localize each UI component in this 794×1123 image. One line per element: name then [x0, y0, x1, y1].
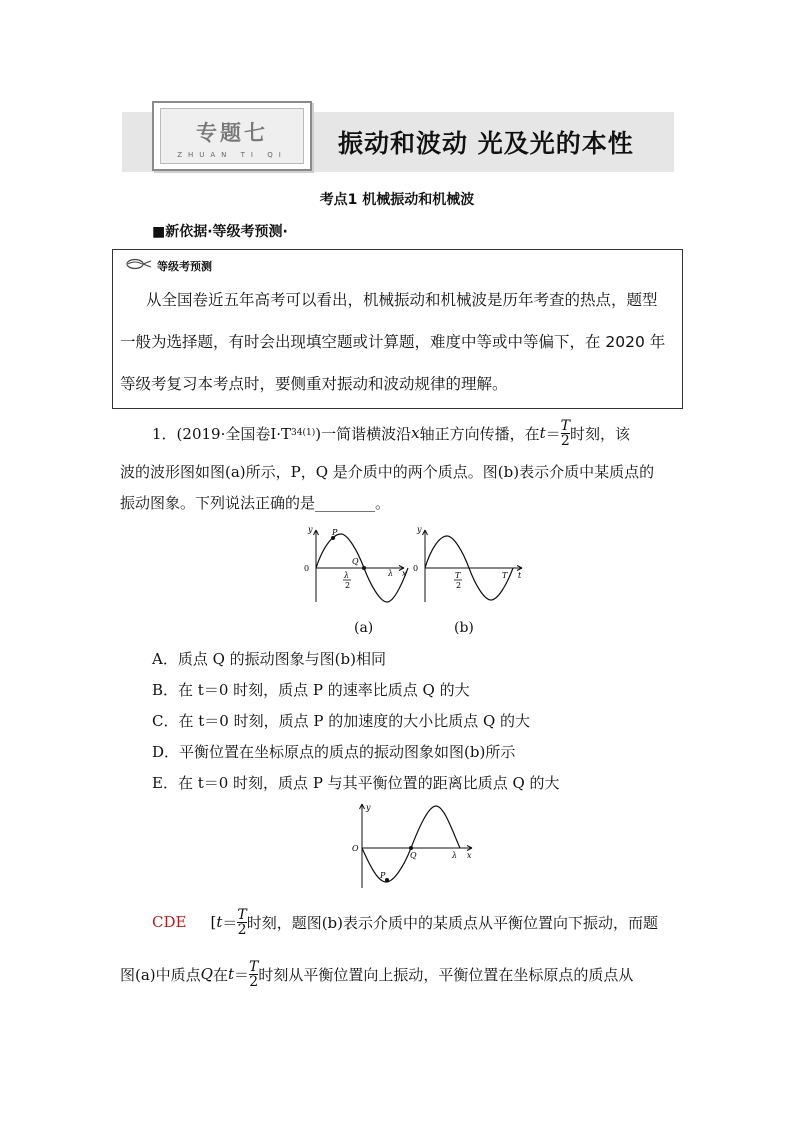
topic-title: 振动和波动 光及光的本性	[338, 129, 634, 158]
answer-text: 时刻，题图(b)表示介质中的某质点从平衡位置向下振动，而题	[246, 913, 659, 932]
option-c: C．在 t＝0 时刻，质点 P 的加速度的大小比质点 Q 的大	[152, 712, 531, 730]
label-q: Q	[352, 557, 359, 566]
option-b: B．在 t＝0 时刻，质点 P 的速率比质点 Q 的大	[152, 681, 470, 699]
fraction-numerator: T	[249, 958, 259, 975]
question-line	[152, 410, 630, 456]
half-T-den: 2	[456, 581, 462, 590]
solution-figure	[336, 800, 476, 892]
section-heading: 考点1 机械振动和机械波	[319, 192, 475, 208]
question-source-sub: 34(1)	[291, 428, 316, 438]
fraction-t-half	[249, 960, 258, 989]
forecast-line: 从全国卷近五年高考可以看出，机械振动和机械波是历年考查的热点，题型	[146, 291, 658, 309]
leaf-icon	[125, 257, 153, 271]
label-lambda: λ	[452, 851, 458, 860]
axis-y-label: y	[308, 525, 313, 534]
fraction-denominator: 2	[560, 432, 570, 449]
wave-figures	[300, 524, 530, 608]
point-p	[385, 878, 389, 882]
question-text: 时刻，该	[569, 424, 630, 443]
figure-b	[413, 525, 522, 602]
answer-line	[120, 952, 633, 996]
equals: ＝	[545, 424, 561, 443]
answer-key: CDE	[152, 913, 187, 931]
var-x: x	[411, 424, 420, 442]
fraction-t-half	[237, 908, 246, 937]
fraction-denominator: 2	[237, 921, 247, 938]
label-p: P	[332, 528, 338, 537]
var-t: t	[227, 965, 235, 983]
forecast-line: 一般为选择题，有时会出现填空题或计算题，难度中等或中等偏下，在 2020 年	[120, 333, 666, 351]
fraction-denominator: 2	[249, 973, 259, 990]
chapter-badge	[152, 101, 312, 171]
origin-label: O	[352, 844, 359, 853]
label-T: T	[502, 571, 508, 580]
half-lambda-den: 2	[345, 581, 351, 590]
caption-b: (b)	[454, 620, 474, 636]
point-q	[409, 846, 413, 850]
question-line: 振动图象。下列说法正确的是________。	[120, 494, 391, 512]
equals: ＝	[222, 913, 238, 932]
label-q: Q	[410, 851, 417, 860]
forecast-label: 等级考预测	[157, 260, 212, 273]
question-line: 波的波形图如图(a)所示，P，Q 是介质中的两个质点。图(b)表示介质中某质点的	[120, 463, 655, 481]
label-p: P	[380, 871, 386, 880]
forecast-line: 等级考复习本考点时，要侧重对振动和波动规律的理解。	[120, 375, 508, 393]
answer-line	[152, 900, 658, 944]
figure-a	[304, 525, 408, 602]
axis-x-label: x	[402, 569, 407, 578]
option-e: E．在 t＝0 时刻，质点 P 与其平衡位置的距离比质点 Q 的大	[152, 774, 560, 792]
new-basis-heading: ■新依据·等级考预测·	[152, 224, 288, 240]
point-q	[362, 566, 366, 570]
axis-x-label: x	[467, 851, 472, 860]
answer-text: 在	[212, 965, 228, 984]
origin-label: 0	[413, 564, 419, 573]
fraction-numerator: T	[560, 417, 570, 434]
option-a: A．质点 Q 的振动图象与图(b)相同	[152, 650, 386, 668]
origin-label: 0	[304, 564, 310, 573]
var-q: Q	[200, 965, 213, 983]
half-lambda-num: λ	[344, 571, 350, 580]
question-source: 1．(2019·全国卷Ⅰ·T	[152, 424, 292, 443]
fraction-numerator: T	[237, 906, 247, 923]
equals: ＝	[234, 965, 250, 984]
forecast-box	[112, 249, 683, 409]
answer-text: [	[210, 913, 217, 931]
fraction-t-half	[561, 419, 570, 448]
half-T-num: T	[455, 571, 461, 580]
axis-y-label: y	[366, 803, 371, 812]
option-d: D．平衡位置在坐标原点的质点的振动图象如图(b)所示	[152, 743, 516, 761]
question-text: 轴正方向传播，在	[419, 424, 540, 443]
chapter-badge-title: 专题七	[196, 121, 268, 145]
label-lambda: λ	[388, 569, 394, 578]
var-t: t	[539, 424, 546, 442]
caption-a: (a)	[354, 620, 374, 636]
wave-curve	[362, 806, 460, 882]
answer-text: 图(a)中质点	[120, 965, 201, 984]
var-t: t	[216, 913, 223, 931]
answer-text: 时刻从平衡位置向上振动，平衡位置在坐标原点的质点从	[258, 965, 634, 984]
axis-t-label: t	[518, 571, 522, 580]
chapter-badge-pinyin: ZHUAN TI QI	[177, 151, 287, 159]
question-text: )一简谐横波沿	[315, 424, 412, 443]
axis-y-label: y	[417, 525, 422, 534]
